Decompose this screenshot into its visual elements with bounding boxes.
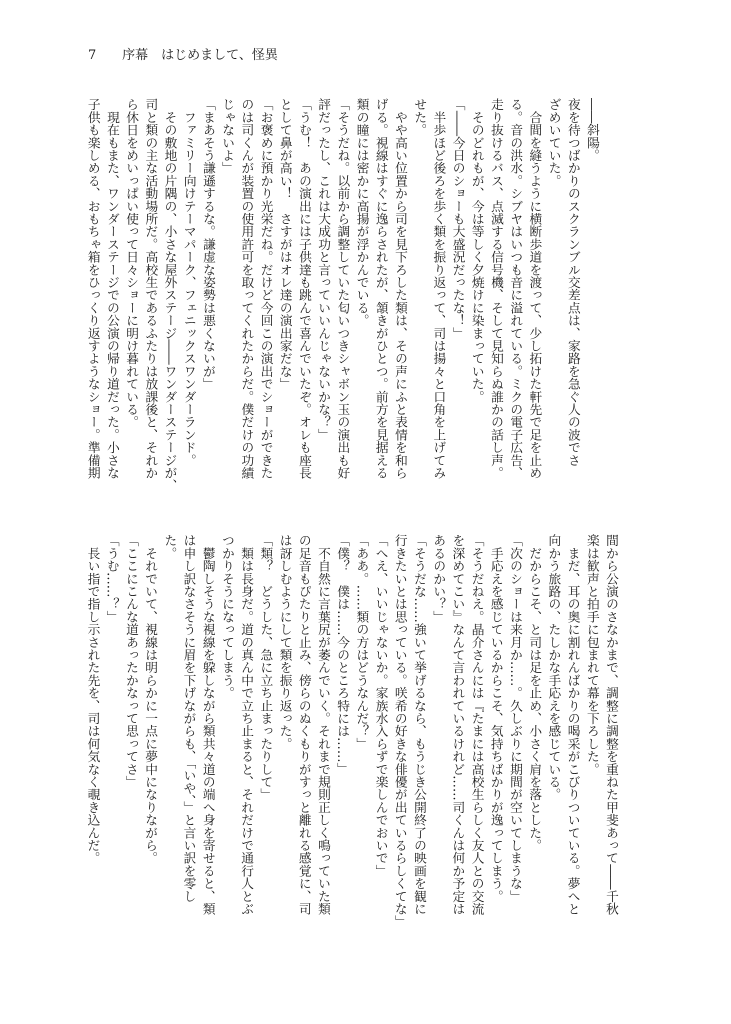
text-line: を深めてこい』なんて言われているけれど……司くんは何か予定は <box>450 534 466 915</box>
text-line: 行きたいとは思っている。咲希の好きな俳優が出ているらしくてな」 <box>392 534 408 928</box>
text-line: 「そうだね。以前から調整していた匂いつきシャボン玉の演出も好 <box>335 98 351 479</box>
text-line: 類の瞳には密かに高揚が浮かんでいる。 <box>354 98 370 327</box>
text-line: ら休日をめいっぱい使って日々ショーに明け暮れている。 <box>124 98 140 429</box>
text-line: 「うむ……？」 <box>104 534 120 623</box>
running-header <box>88 44 278 63</box>
text-line: 「――今日のショーも大盛況だったな！」 <box>450 98 466 340</box>
text-line: 「僕？ 僕は……今のところ特には……」 <box>335 534 351 776</box>
text-line: 手応えを感じているからこそ、気持ちばかりが逸ってしまう。 <box>488 534 504 903</box>
text-line: 「類？ どうした、急に立ち止まったりして」 <box>258 534 274 801</box>
text-line: あるのかい？」 <box>431 534 447 623</box>
text-block-bottom <box>83 534 621 928</box>
text-line: ファミリー向けテーマパーク、フェニックスワンダーランド。 <box>181 98 197 467</box>
text-line: 「そうだねえ。晶介さんには『たまには高校生らしく友人との交流 <box>469 534 485 915</box>
text-line: 「お褒めに預かり光栄だね。だけど今回この演出でショーができた <box>258 98 274 479</box>
text-line: 司と類の主な活動場所だ。高校生であるふたりは放課後と、それか <box>143 98 159 479</box>
text-line: は申し訳なさそうに眉を下げながらも、「いや、」と言い訳を零し <box>181 534 197 903</box>
text-line: 走り抜けるバス、点滅する信号機、そして見知らぬ誰かの話し声。 <box>488 98 504 479</box>
text-line: として鼻が高い！ さすがはオレ達の演出家だな」 <box>277 98 293 391</box>
text-line: ――斜陽。 <box>585 98 600 162</box>
text-line: のは司くんが装置の使用許可を取ってくれたからだ。僕だけの功績 <box>239 98 255 479</box>
text-line: ざめいていた。 <box>546 98 562 187</box>
text-line: 「次のショーは来月か……。久しぶりに期間が空いてしまうな」 <box>507 534 523 903</box>
text-line: 夜を待つばかりのスクランブル交差点は、家路を急ぐ人の波でさ <box>565 98 581 467</box>
text-line: 楽は歓声と拍手に包まれて幕を下ろした。 <box>584 534 600 776</box>
text-line: じゃないよ」 <box>220 98 236 175</box>
text-line: 合間を縫うように横断歩道を渡って、少し拓けた軒先で足を止め <box>527 98 543 479</box>
text-line: げる。視線はすぐに逸らされたが、頷きがひとつ。前方を見据える <box>373 98 389 479</box>
text-line: 「うむ！ あの演出には子供達も跳んで喜んでいたぞ。オレも座長 <box>296 98 312 479</box>
text-line: 鬱陶しそうな視線を躱しながら類共々道の端へ身を寄せると、類 <box>200 534 216 915</box>
page-number: 7 <box>88 48 97 63</box>
text-line: 現在もまた、ワンダーステージでの公演の帰り道だった。小さな <box>104 98 120 479</box>
text-line: 半歩ほど後ろを歩く類を振り返って、司は揚々と口角を上げてみ <box>431 98 447 479</box>
text-line: 評だったし、これは大成功と言っていいんじゃないかな？」 <box>316 98 332 441</box>
text-line: 不自然に言葉尻が萎んでいく。それまで規則正しく鳴っていた類 <box>315 534 331 915</box>
text-line: 類は長身だ。道の真ん中で立ち止まると、それだけで通行人とぶ <box>239 534 255 915</box>
chapter-title: 序幕 はじめまして、怪異 <box>122 48 278 63</box>
text-line: の足音もぴたりと止み、傍らのぬくもりがすっと離れる感覚に、司 <box>296 534 312 915</box>
text-line: だからこそ、と司は足を止め、小さく肩を落とした。 <box>527 534 543 852</box>
text-line: そのどれもが、今は等しく夕焼けに染まっていた。 <box>469 98 485 403</box>
text-line: 間から公演のさなかまで、調整に調整を重ねた甲斐あって――千秋 <box>604 534 619 915</box>
text-line: は訝しむようにして類を振り返った。 <box>277 534 293 750</box>
text-line: つかりそうになってしまう。 <box>219 534 235 700</box>
text-line: せた。 <box>412 98 428 137</box>
text-line: それでいて、視線は明らかに一点に夢中になりながら。 <box>143 534 159 865</box>
text-line: 子供も楽しめる、おもちゃ箱をひっくり返すようなショー。準備期 <box>85 98 101 479</box>
text-line: 「そうだな……強いて挙げるなら、もうじき公開終了の映画を観に <box>411 534 427 915</box>
text-line: 向かう旅路の、たしかな手応えを感じている。 <box>546 534 562 801</box>
text-line: た。 <box>162 534 178 560</box>
text-block-top <box>84 98 602 492</box>
text-line: やや高い位置から司を見下ろした類は、その声にふと表情を和ら <box>392 98 408 479</box>
text-line: その敷地の片隅の、小さな屋外ステージ――ワンダーステージが、 <box>162 98 178 492</box>
text-line: 「ここにこんな道あったかなって思ってさ」 <box>123 534 139 788</box>
text-line: 「へえ、いいじゃないか。家族水入らずで楽しんでおいで」 <box>373 534 389 877</box>
text-line: 長い指で指し示された先を、司は何気なく覗き込んだ。 <box>85 534 101 865</box>
text-line: まだ、耳の奥に割れんばかりの喝采がこびりついている。夢へと <box>565 534 581 915</box>
text-line: る。音の洪水。シブヤはいつも音に溢れている。ミクの電子広告、 <box>508 98 524 479</box>
text-line: 「ああ。……類の方はどうなんだ？」 <box>354 534 370 750</box>
text-line: 「まあそう謙遜するな。謙虚な姿勢は悪くないが」 <box>200 98 216 391</box>
